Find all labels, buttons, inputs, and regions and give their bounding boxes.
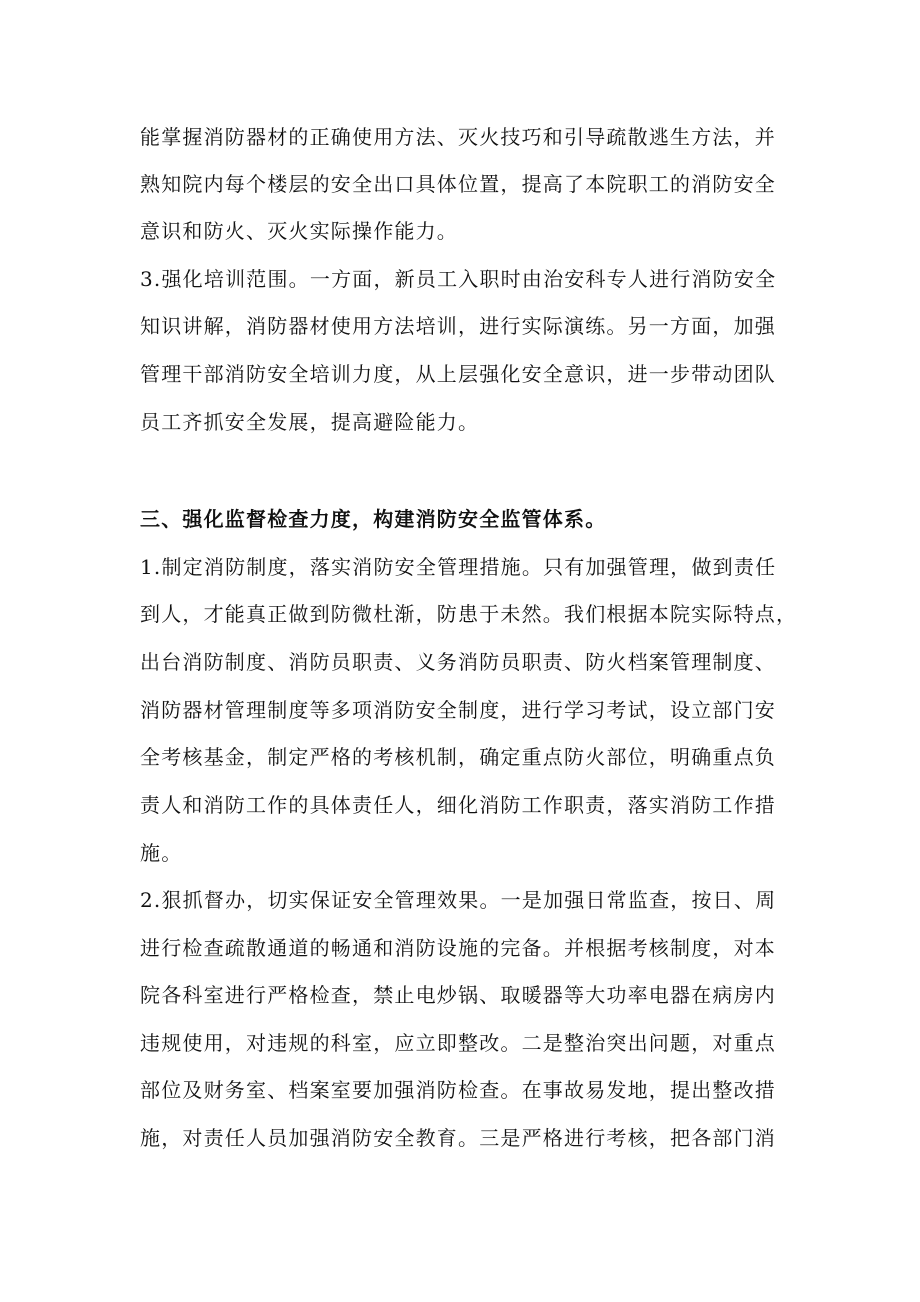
paragraph-line-20: 施，对责任人员加强消防安全教育。三是严格进行考核，把各部门消	[140, 1126, 776, 1150]
paragraph-line-10: 出台消防制度、消防员职责、义务消防员职责、防火档案管理制度、	[140, 650, 776, 674]
paragraph-line-12: 全考核基金，制定严格的考核机制，确定重点防火部位，明确重点负	[140, 745, 776, 769]
paragraph-line-18: 违规使用，对违规的科室，应立即整改。二是整治突出问题，对重点	[140, 1031, 776, 1055]
paragraph-line-5: 知识讲解，消防器材使用方法培训，进行实际演练。另一方面，加强	[140, 314, 776, 338]
paragraph-line-6: 管理干部消防安全培训力度，从上层强化安全意识，进一步带动团队	[140, 362, 776, 386]
paragraph-line-1: 能掌握消防器材的正确使用方法、灭火技巧和引导疏散逃生方法，并	[140, 125, 776, 149]
paragraph-line-8: 1.制定消防制度，落实消防安全管理措施。只有加强管理，做到责任	[140, 555, 777, 579]
paragraph-line-16: 进行检查疏散通道的畅通和消防设施的完备。并根据考核制度，对本	[140, 936, 776, 960]
paragraph-line-2: 熟知院内每个楼层的安全出口具体位置，提高了本院职工的消防安全	[140, 172, 776, 196]
paragraph-line-3: 意识和防火、灭火实际操作能力。	[140, 219, 458, 243]
paragraph-line-19: 部位及财务室、档案室要加强消防检查。在事故易发地，提出整改措	[140, 1078, 776, 1102]
paragraph-line-15: 2.狠抓督办，切实保证安全管理效果。一是加强日常监查，按日、周	[140, 888, 777, 912]
paragraph-line-17: 院各科室进行严格检查，禁止电炒锅、取暖器等大功率电器在病房内	[140, 983, 776, 1007]
paragraph-line-13: 责人和消防工作的具体责任人，细化消防工作职责，落实消防工作措	[140, 793, 776, 817]
section-heading: 三、强化监督检查力度，构建消防安全监管体系。	[140, 507, 607, 531]
paragraph-line-7: 员工齐抓安全发展，提高避险能力。	[140, 410, 480, 434]
paragraph-line-4: 3.强化培训范围。一方面，新员工入职时由治安科专人进行消防安全	[140, 267, 777, 291]
paragraph-line-9: 到人，才能真正做到防微杜渐，防患于未然。我们根据本院实际特点，	[140, 602, 798, 626]
paragraph-line-14: 施。	[140, 841, 183, 865]
paragraph-line-11: 消防器材管理制度等多项消防安全制度，进行学习考试，设立部门安	[140, 698, 776, 722]
